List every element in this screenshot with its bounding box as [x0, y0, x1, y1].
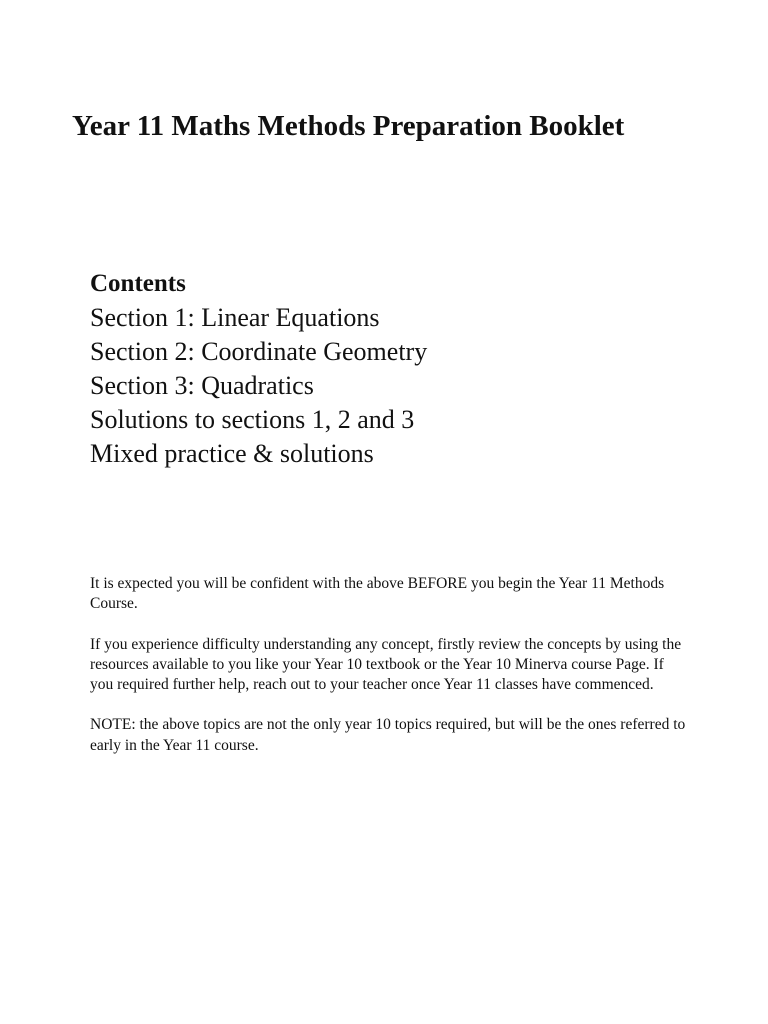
note-paragraph: NOTE: the above topics are not the only year 10 topics required, but will be the ones referred to early in the Year 11 course.	[90, 716, 686, 754]
contents-heading: Contents	[90, 270, 186, 297]
contents-item-mixed-practice: Mixed practice & solutions	[90, 439, 374, 468]
difficulty-paragraph: If you experience difficulty understanding any concept, firstly review the concepts by using the resources available to you like your Year 10 textbook or the Year 10 Minerva course Page. If you required further help, reach out to your teacher once Year 11 classes have commenced.	[90, 635, 682, 694]
document-title: Year 11 Maths Methods Preparation Booklet	[72, 110, 625, 142]
table-of-contents	[90, 267, 427, 471]
contents-item-section-2: Section 2: Coordinate Geometry	[90, 337, 428, 366]
expectation-paragraph: It is expected you will be confident with the above BEFORE you begin the Year 11 Methods Course.	[90, 575, 665, 613]
contents-item-section-3: Section 3: Quadratics	[90, 371, 314, 400]
contents-item-section-1: Section 1: Linear Equations	[90, 303, 380, 332]
contents-item-solutions: Solutions to sections 1, 2 and 3	[90, 405, 415, 434]
contents-list	[90, 301, 427, 471]
notes-section	[90, 574, 690, 776]
